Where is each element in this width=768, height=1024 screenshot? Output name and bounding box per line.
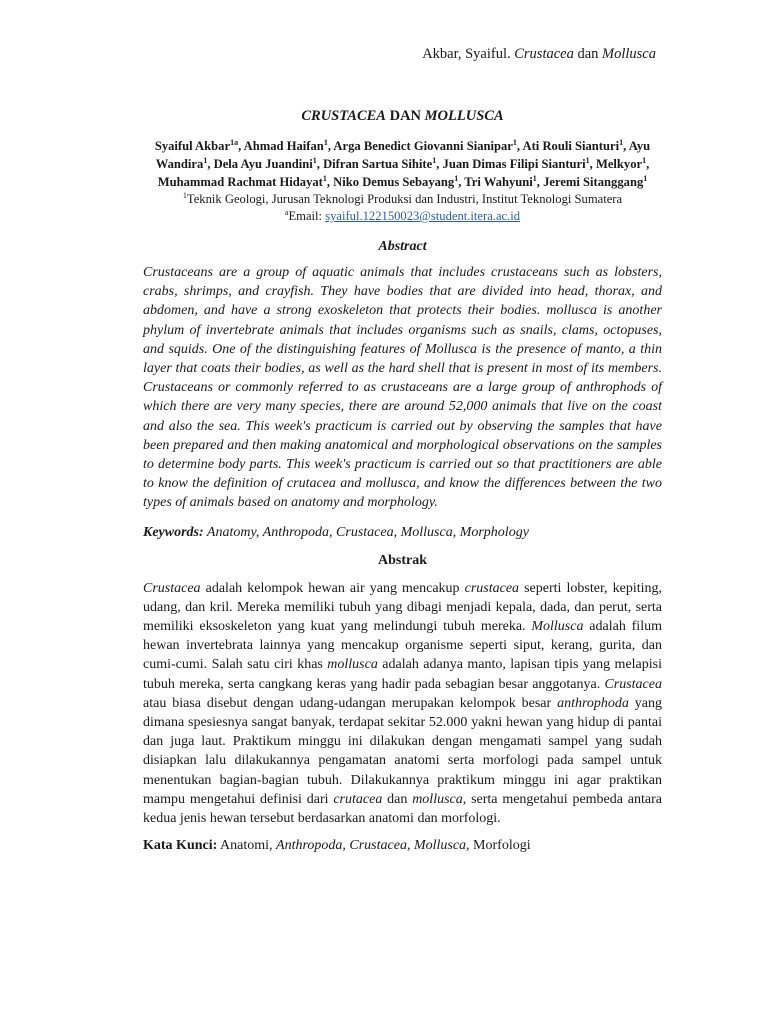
abstrak-text-segment: atau biasa disebut dengan udang-udangan merupakan kelompok besar — [143, 695, 558, 711]
paper-title-part1: CRUSTACEA — [301, 108, 386, 124]
author-name: Dela Ayu Juandini — [213, 157, 313, 171]
author-name: Arga Benedict Giovanni Sianipar — [333, 139, 513, 153]
email-line — [143, 208, 662, 225]
abstrak-text-segment: dan — [382, 791, 413, 807]
author-name: Tri Wahyuni — [464, 175, 533, 189]
author-name: Niko Demus Sebayang — [333, 175, 455, 189]
abstrak-text-segment: adalah filum hewan invertebrata lainnya yang mencakup organisme seperti siput, kerang, gurita, dan cumi-cumi. Salah satu ciri khas — [143, 619, 662, 673]
paper-title-mid: DAN — [389, 108, 422, 124]
author-name: Juan Dimas Filipi Sianturi — [442, 157, 586, 171]
author-name: Muhammad Rachmat Hidayat — [157, 175, 323, 189]
abstrak-text-segment: serta mengetahui pembeda antara kedua jenis hewan tersebut berdasarkan anatomi dan morfologi. — [143, 791, 662, 827]
affiliation — [143, 191, 662, 208]
abstrak-text-segment: Mollusca — [531, 619, 584, 635]
author-list: Syaiful Akbar$^{1a}$, Ahmad Haifan$^1$, Arga Benedict Giovanni Sianipar$^1$, Ati Rouli Sianturi$^1$, Ayu Wandira$^1$, Dela Ayu Juandini$^1$, Difran Sartua Sihite$^1$, Juan Dimas Filipi Sianturi$^1$, Melkyor$^1$, Muhammad Rachmat Hidayat$^1$, Niko Demus Sebayang$^1$, Tri Wahyuni$^1$, Jeremi Sitanggang$^1$ — [154, 137, 651, 189]
author-affiliation-marker: 1 — [432, 155, 437, 165]
kata-kunci-segment: Anatomi, — [220, 838, 277, 854]
author-affiliation-marker: 1 — [454, 173, 459, 183]
abstrak-text-segment: mollusca — [327, 657, 378, 673]
email-marker: a — [284, 207, 289, 217]
running-header-title-1: Crustacea — [514, 46, 574, 62]
abstract-keywords — [143, 525, 662, 541]
author-affiliation-marker: 1 — [643, 173, 648, 183]
author-affiliation-marker: 1 — [512, 137, 517, 147]
running-header-title-2: Mollusca — [602, 46, 656, 62]
abstrak-keywords — [143, 838, 662, 854]
author-affiliation-marker: 1 — [203, 155, 208, 165]
abstract-heading: Abstract — [378, 239, 427, 254]
abstrak-body — [143, 579, 662, 829]
keywords-label: Keywords: — [143, 524, 204, 540]
author-affiliation-marker: 1 — [619, 137, 624, 147]
author-affiliation-marker: 1 — [322, 173, 327, 183]
abstrak-text-segment: crustacea — [464, 580, 520, 596]
abstrak-text-segment: crutacea — [333, 791, 383, 807]
paper-title — [143, 108, 662, 125]
kata-kunci-segment: Anthropoda, Crustacea, Mollusca, — [276, 838, 470, 854]
author-name: Difran Sartua Sihite — [323, 157, 433, 171]
affiliation-marker: 1 — [182, 190, 187, 200]
running-header-authors: Akbar, Syaiful. — [422, 46, 511, 62]
affiliation-text: Teknik Geologi, Jurusan Teknologi Produksi dan Industri, Institut Teknologi Sumatera — [186, 192, 623, 206]
abstrak-text-segment: anthrophoda — [557, 695, 629, 711]
author-affiliation-marker: 1a — [230, 137, 239, 147]
author-affiliation-marker: 1 — [642, 155, 647, 165]
author-affiliation-marker: 1 — [532, 173, 537, 183]
kata-kunci-label: Kata Kunci: — [143, 838, 218, 854]
paper-content — [143, 108, 662, 854]
author-name: Ahmad Haifan — [243, 139, 324, 153]
abstrak-text-segment: adalah kelompok hewan air yang mencakup — [200, 580, 465, 596]
abstract-body: Crustaceans are a group of aquatic animals that includes crustaceans such as lobsters, crabs, shrimps, and crayfish. They have bodies that are divided into head, thorax, and abdomen, and have a strong exoskeleton that protects their bodies. mollusca is another phylum of invertebrate animals that includes organisms such as snails, clams, octopuses, and squids. One of the distinguishing features of Mollusca is the presence of manto, a thin layer that coats their bodies, as well as the hard shell that is present in most of its members. Crustaceans or commonly referred to as crustaceans are a large group of anthrophods of which there are very many species, there are around 52,000 animals that live on the coast and also the sea. This week's practicum is carried out by observing the samples that have been prepared and then making anatomical and morphological observations on the samples to determine body parts. This week's practicum is carried out so that practitioners are able to know the definition of crutacea and mollusca, and know the differences between the two types of animals based on anatomy and morphology. — [143, 265, 662, 511]
author-affiliation-marker: 1 — [312, 155, 317, 165]
abstrak-text-segment: Crustacea — [143, 580, 201, 596]
email-label: Email: — [288, 209, 323, 223]
abstrak-text-segment: yang dimana spesiesnya sangat banyak, terdapat sekitar 52.000 yakni hewan yang hidup di pantai dan juga laut. Praktikum minggu ini dilakukan dengan mengamati sampel yang sudah disiapkan lalu dilakukannya pengamatan anatomi serta morfologi pada sampel untuk menentukan bagian-bagian tubuh. Dilakukannya praktikum minggu ini agar praktikan mampu mengetahui definisi dari — [143, 695, 663, 807]
abstrak-text-segment: seperti lobster, kepiting, udang, dan kril. Mereka memiliki tubuh yang dibagi menjadi kepala, dada, dan perut, serta memiliki eksoskeleton yang kuat yang melindungi tubuh mereka. — [143, 580, 662, 635]
author-affiliation-marker: 1 — [585, 155, 590, 165]
keywords-text: Anatomy, Anthropoda, Crustacea, Mollusca, Morphology — [206, 524, 529, 540]
author-affiliation-marker: 1 — [323, 137, 328, 147]
author-name: Ati Rouli Sianturi — [522, 139, 620, 153]
author-name: Syaiful Akbar — [154, 139, 231, 153]
abstrak-text-segment: Crustacea — [604, 676, 662, 692]
paper-title-part2: MOLLUSCA — [424, 108, 504, 124]
running-header — [422, 46, 656, 63]
kata-kunci-segment: Morfologi — [469, 838, 531, 854]
abstrak-text-segment: adalah adanya manto, lapisan tipis yang melapisi tubuh mereka, serta cangkang keras yang hadir pada sebagian besar anggotanya. — [143, 657, 662, 692]
abstrak-text-segment: mollusca, — [412, 791, 467, 807]
running-header-title-mid: dan — [577, 46, 599, 62]
author-name: Jeremi Sitanggang — [543, 175, 644, 189]
author-name: Ayu Wandira — [155, 139, 651, 171]
email-link[interactable]: syaiful.122150023@student.itera.ac.id — [325, 209, 521, 223]
author-name: Melkyor — [595, 157, 643, 171]
abstrak-heading: Abstrak — [377, 552, 427, 568]
